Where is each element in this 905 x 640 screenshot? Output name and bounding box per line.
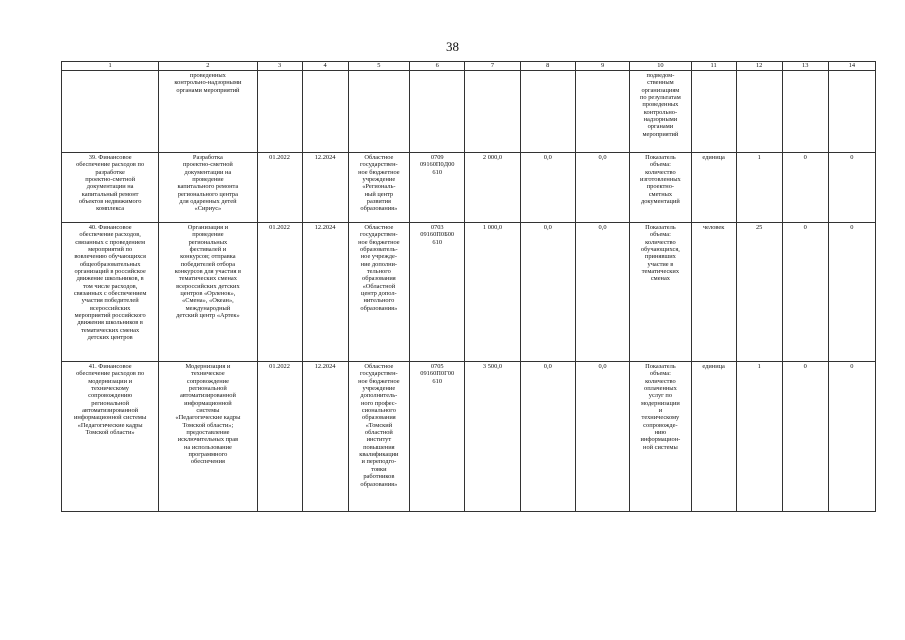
amount-cell: 0,0: [520, 223, 575, 362]
value-cell: 1: [736, 362, 782, 512]
end-date-cell: 12.2024: [302, 223, 348, 362]
program-activities-table: [61, 61, 876, 512]
value-cell: 0: [782, 153, 828, 223]
indicator-cell: [630, 362, 691, 512]
column-number: 7: [465, 62, 520, 71]
value-cell: 0: [782, 223, 828, 362]
event-text: Модернизация и техническое сопровождение региональной автоматизированной информационной системы «Педагогические кадры Томской области»; предоставление исключительных прав на использование программного обеспечения: [175, 363, 241, 466]
activity-cell: [62, 362, 159, 512]
column-number: 9: [575, 62, 629, 71]
executor-cell: [348, 71, 409, 153]
value-cell: [782, 71, 828, 153]
indicator-cell: [630, 223, 691, 362]
value-cell: [828, 71, 875, 153]
amount-cell: [465, 71, 520, 153]
activity-cell: [62, 71, 159, 153]
end-date-cell: 12.2024: [302, 362, 348, 512]
column-number: 12: [736, 62, 782, 71]
event-text: Организация и проведение региональных фестивалей и конкурсов; отправка победителей отбора конкурсов для участия в тематических сменах всероссийских детских центров «Орленок», «Смена», «Океан», международный детский центр «Артек»: [174, 224, 242, 320]
executor-cell: [348, 362, 409, 512]
amount-cell: 0,0: [575, 362, 629, 512]
event-cell: [159, 153, 257, 223]
activity-text: 39. Финансовое обеспечение расходов по разработке проектно-сметной документации на капитальный ремонт объектов недвижимого комплекса: [76, 154, 145, 213]
amount-cell: 0,0: [520, 153, 575, 223]
column-number: 13: [782, 62, 828, 71]
budget-code-text: 0705 09160П0Г00 610: [420, 363, 455, 385]
event-cell: [159, 223, 257, 362]
executor-text: Областное государствен- ное бюджетное учреждение дополнитель- ного профес- сионального образования «Томский областной институт повышения квалификации и переподго- товки работников образования»: [358, 363, 400, 488]
column-number: 10: [630, 62, 691, 71]
budget-code-cell: [410, 223, 465, 362]
value-cell: 1: [736, 153, 782, 223]
table-row: [62, 153, 876, 223]
event-text: Разработка проектно-сметной документации на проведение капитального ремонта регионального центра для одаренных детей «Сириус»: [177, 154, 239, 213]
indicator-text: Показатель объема: количество изготовленных проектно- сметных документаций: [640, 154, 681, 206]
amount-cell: [575, 71, 629, 153]
unit-cell: [691, 71, 736, 153]
table-row: [62, 71, 876, 153]
column-number: 1: [62, 62, 159, 71]
amount-cell: 3 500,0: [465, 362, 520, 512]
activity-cell: [62, 223, 159, 362]
value-cell: 0: [828, 223, 875, 362]
indicator-text: Показатель объема: количество оплаченных услуг по модернизации и техническому сопровожде- нию информацион- ной системы: [640, 363, 681, 451]
amount-cell: 0,0: [575, 223, 629, 362]
start-date-cell: 01.2022: [257, 153, 302, 223]
value-cell: 25: [736, 223, 782, 362]
indicator-cell: [630, 71, 691, 153]
indicator-text: Показатель объема: количество обучающихся, принявших участие в тематических сменах: [640, 224, 680, 283]
unit-cell: единица: [691, 362, 736, 512]
amount-cell: 0,0: [520, 362, 575, 512]
budget-code-text: 0703 09160П0Б00 610: [420, 224, 455, 246]
amount-cell: [520, 71, 575, 153]
activity-text: 41. Финансовое обеспечение расходов по модернизации и техническому сопровождению региональной автоматизированной информационной системы «Педагогические кадры Томской области»: [74, 363, 147, 437]
budget-code-text: 0709 09160П0Д00 610: [419, 154, 455, 176]
amount-cell: 2 000,0: [465, 153, 520, 223]
column-number: 2: [159, 62, 257, 71]
column-number-row: [62, 62, 876, 71]
event-cell: [159, 71, 257, 153]
column-number: 14: [828, 62, 875, 71]
event-cell: [159, 362, 257, 512]
unit-cell: человек: [691, 223, 736, 362]
end-date-cell: [302, 71, 348, 153]
column-number: 5: [348, 62, 409, 71]
column-number: 3: [257, 62, 302, 71]
executor-text: Областное государствен- ное бюджетное учреждение «Региональ- ный центр развития образования»: [358, 154, 400, 213]
column-number: 11: [691, 62, 736, 71]
budget-code-cell: [410, 362, 465, 512]
indicator-cell: [630, 153, 691, 223]
budget-code-cell: [410, 71, 465, 153]
event-text: проведенных контрольно-надзорными органами мероприятий: [174, 72, 242, 94]
page-number: 38: [446, 39, 459, 54]
activity-cell: [62, 153, 159, 223]
indicator-text: подведом- ственным организациям по результатам проведенных контрольно- надзорными органами мероприятий: [640, 72, 681, 138]
value-cell: 0: [782, 362, 828, 512]
start-date-cell: 01.2022: [257, 223, 302, 362]
amount-cell: 1 000,0: [465, 223, 520, 362]
amount-cell: 0,0: [575, 153, 629, 223]
table-row: [62, 223, 876, 362]
column-number: 4: [302, 62, 348, 71]
value-cell: [736, 71, 782, 153]
executor-text: Областное государствен- ное бюджетное образователь- ное учрежде- ние дополни- тельного образования «Областной центр допол- нительного образования»: [358, 224, 400, 312]
start-date-cell: 01.2022: [257, 362, 302, 512]
unit-cell: единица: [691, 153, 736, 223]
end-date-cell: 12.2024: [302, 153, 348, 223]
start-date-cell: [257, 71, 302, 153]
activity-text: 40. Финансовое обеспечение расходов, связанных с проведением мероприятий по вовлечению обучающихся общеобразовательных организаций в российское движение школьников, в том числе расходов, связанных с обеспечением участия победителей всероссийских мероприятий российского движения школьников в тематических сменах детских центров: [73, 224, 147, 342]
executor-cell: [348, 153, 409, 223]
column-number: 6: [410, 62, 465, 71]
value-cell: 0: [828, 153, 875, 223]
table-row: [62, 362, 876, 512]
executor-cell: [348, 223, 409, 362]
budget-code-cell: [410, 153, 465, 223]
column-number: 8: [520, 62, 575, 71]
value-cell: 0: [828, 362, 875, 512]
